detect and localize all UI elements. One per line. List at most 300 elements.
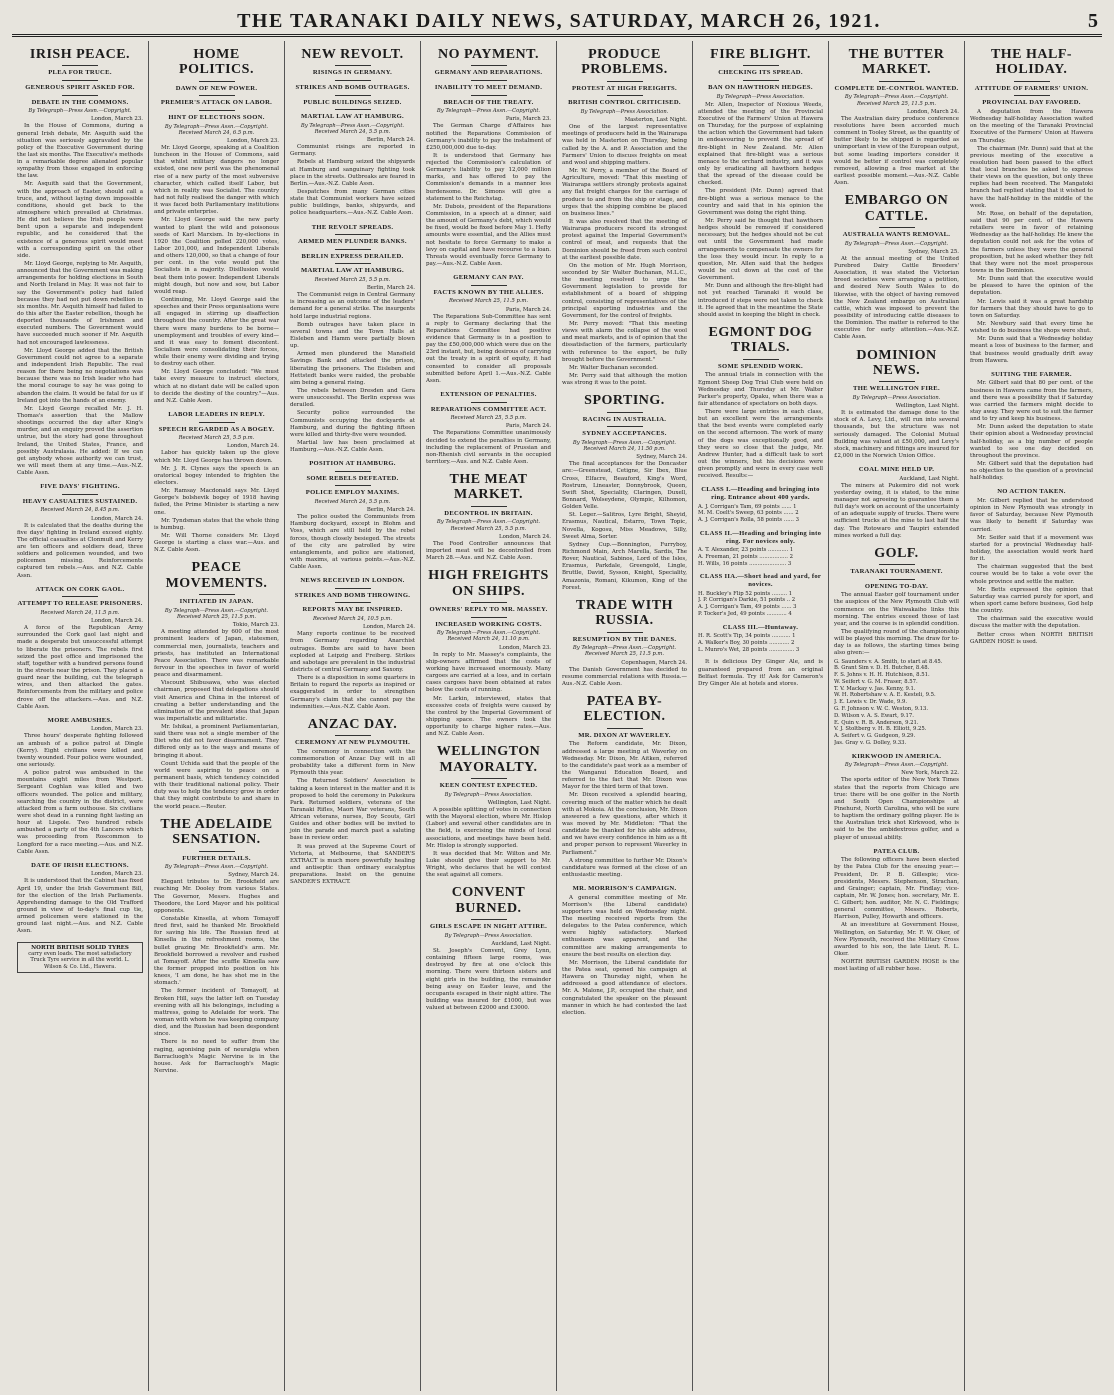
article-body (426, 652, 551, 739)
article-body (17, 523, 143, 580)
article-paragraph: Mr. Lloyd George, replying to Mr. Asquith, announced that the Government was making arrangements for holding elections in South and North Ireland in May. It was not fair to say the Government's policy had failed because they had not put down rebellion in six months. Mr. Asquith himself had failed to do this after the Easter rebellion, though he deported thousands of Irishmen and executed numbers. The Government would have succeeded much sooner if Mr. Asquith had not encouraged lawlessness. (17, 261, 143, 346)
article-headline: PRODUCE PROBLEMS. (581, 47, 668, 78)
article (17, 586, 143, 711)
article-headline: NEW REVOLT. (301, 47, 404, 62)
article-dateline: Masterton, Last Night. (624, 117, 687, 124)
divider-rule (471, 402, 507, 403)
results-row: B. Grant Sim v. D. H. Butcher, 8.48. (834, 665, 930, 672)
article-subhead: MARTIAL LAW AT HAMBURG. (300, 113, 405, 121)
article-paragraph: Mr. Dunn asked the deputation to state their opinion about a Wednesday provincial half-holiday, as a big number of people wanted to see one day decided on throughout the province. (970, 424, 1093, 459)
article-subhead: AUSTRALIA WANTS REMOVAL. (842, 231, 951, 239)
article-body (17, 733, 143, 855)
article-subhead: ATTACK ON CORK GAOL. (35, 585, 125, 593)
article-subhead: PUBLIC BUILDINGS SEIZED. (303, 98, 402, 106)
article-subhead: DAWN OF NEW POWER. (175, 84, 258, 92)
article-body (290, 144, 415, 217)
results-row: A. Freeman, 21 points ................. 2 (698, 553, 793, 560)
article (426, 568, 551, 738)
article (154, 47, 279, 405)
article-body (426, 948, 551, 1012)
article (17, 862, 143, 936)
results-row: A. Walker's Boy, 30 points ............ 2 (698, 639, 795, 646)
article (154, 411, 279, 554)
article-subhead: BRITISH CONTROL CRITICISED. (568, 99, 681, 107)
article-dateline: London, March 24. (907, 108, 959, 115)
article-paragraph: Rebels at Hamburg seized the shipyards at Hamburg and sanguinary fighting took place in the streets. Outbreaks are feared in Berlin.—Aus.-N.Z. Cable Assn. (290, 159, 415, 187)
advertisement-body: carry even loads. The most satisfactory Truck Tyre service in all the world. L. Wilson & Co. Ltd., Hawera. (28, 950, 132, 970)
article-subhead: MR. MORRISON'S CAMPAIGN. (572, 885, 677, 893)
article-dateline: London, March 23. (91, 871, 143, 878)
divider-rule (199, 594, 235, 595)
article-subhead: POLICE EMPLOY MAXIMS. (305, 489, 400, 497)
article-paragraph: The ceremony in connection with the commemoration of Anzac Day will in all probability take a different form in New Plymouth this year. (290, 748, 415, 777)
article-paragraph: Mr. Lloyd George, speaking at a Coalition luncheon in the House of Commons, said that whilst military dangers no longer existed, one new peril was the phenomenal rise of a new party of the most subversive character, which called itself Labor, but which in reality was Socialist. The country had not fully realised the danger with which it was faced both Parliamentary institutions and private enterprise. (154, 144, 279, 216)
article-paragraph: The sports editor of the New York Times states that the reports from Chicago are true: there will be one golfer in the North and South Open Championships at Pinehurst, North Carolina, who will be sure to haptism the ordinary golfing player. He is the Australian trick shot Kirkwood, who is said to be the ambidextrous golfer, and a player of unusual ability. (834, 777, 959, 841)
divider-rule (879, 227, 915, 228)
article-subhead: KEEN CONTEST EXPECTED. (439, 782, 538, 790)
article-body (17, 123, 143, 477)
article-byline: By Telegraph—Press Assn.—Copyright. (164, 864, 269, 871)
article-paragraph: Constable Kinsella, at whom Tomayoff fired first, said he thanked Mr. Brookfield for saving his life. The Russian fired at Kinsella in the refreshment rooms, the bullet grazing Mr. Brookfield's arm. Mr. Brookfield borrowed a revolver and rushed at Tomayoff. After the scuffle Kinsella saw the former propped into position on his knees, 'I am done, he has shot me in the stomach.' (154, 916, 279, 987)
article-paragraph: Mr. Gilbert said that the deputation had no objection to the question of a provincial half-holiday. (970, 460, 1093, 482)
article-body (290, 631, 415, 711)
article-subhead: CLASS I.—Heading and bringing into ring. Entrance about 400 yards. (701, 486, 820, 502)
article-byline: By Telegraph—Press Assn.—Copyright. Received March 24, 11.50 p.m. (572, 439, 677, 453)
article-dateline: Sydney, March 24. (636, 454, 687, 461)
divider-rule (335, 471, 371, 472)
article-body (290, 292, 415, 454)
article-paragraph: The final acceptances for the Doncaster are:—Greenstead, Cetigne, Sir Ibex, Blue Cross, Elfacre, Beauford, King's Word, Rostrum, Lineaster, Donnybrook, Queen, Swift Shot, Speciality, Claringen, Duxell, Bonnard, Wolseydene, Olympic, Kilhomon, Golden Velle. (562, 461, 687, 511)
article (834, 848, 959, 974)
article-paragraph: A general committee meeting of Mr. Morrison's (the Liberal candidate) supporters was held on Wednesday night. The meeting received reports from the delegates to the Patea conference, which were highly satisfactory. Marked enthusiasm was apparent, and the committee are making arrangements to ensure the best results on election day. (562, 894, 687, 958)
article-subhead: FURTHER DETAILS. (182, 854, 251, 862)
article-body (562, 461, 687, 592)
article-byline: By Telegraph—Press Assn.—Copyright. Received March 24, 6.5 p.m. (164, 123, 269, 136)
divider-rule (743, 359, 779, 360)
results-row: J. E. Lewis v. Dr. Wade, 9.9. (834, 699, 908, 706)
article-headline: DOMINION NEWS. (856, 347, 937, 378)
article-body (562, 741, 687, 879)
article (970, 371, 1093, 483)
article-paragraph: Mr. Allen, Inspector of Noxious Weeds, attended the meeting of the Provincial Executive of the Farmers' Union at Hawera on Thursday, for the purpose of explaining the action which the Government had taken in endeavouring to prevent the spread of fire-blight in New Zealand. Mr. Allen explained that fire-blight was a serious menace to the orchard industry, and it was only by eradicating all hawthorn hedges that the spread of the disease could be checked. (698, 101, 823, 187)
article-paragraph: Mr. Asquith said that the Government, with the approach of Easter, should call a truce, and, without laying down impossible conditions, should get back to the atmosphere which prevailed at Christmas. He did not believe the Irish people were bent upon a separate and independent republic, and he considered that the existence of a generous spirit would meet with a corresponding spirit on the other side. (17, 181, 143, 259)
article-subhead: STRIKES AND BOMB THROWING. (294, 591, 411, 599)
article-headline: EMBARGO ON CATTLE. (844, 193, 949, 224)
divider-rule (471, 285, 507, 286)
article-headline: PEACE MOVEMENTS. (165, 560, 268, 591)
advertisement-title: NORTH BRITISH SOLID TYRES (31, 944, 129, 951)
article-paragraph: Mr. Ishikai, a prominent Parliamentarian, said there was not a single member of the Diet who did not favor disarmament. They differed only as to the ways and means of bringing it about. (154, 724, 279, 759)
divider-rule (62, 494, 98, 495)
article-dateline: Auckland, Last Night. (491, 941, 551, 947)
article-body (698, 659, 823, 688)
article-subhead: GENEROUS SPIRIT ASKED FOR. (25, 83, 135, 91)
article-paragraph: Mr. Ramsay Macdonald says Mr. Lloyd George's bolshevik bogey of 1918 having failed, the Prime Minister is starting a new one. (154, 488, 279, 516)
article-dateline: Paris, March 23. (505, 116, 551, 123)
article-paragraph: Mr. Lloyd George said the new party wanted to plant the wild and poisonous seeds of Karl Marxism. In by-elections in 1920 the Coalition polled 220,000 votes, Labor 201,000, and Independent Liberals and others 120,000, so that a change of four per cent. in the vote would put the Socialists in a majority. Disillusion would beat them into power. Independent Liberals might dough, but now and sow, but Labor would reap. (154, 217, 279, 295)
article-paragraph: Three hours' desperate fighting followed an ambush of a police patrol at Dingle (Kerry). Eight civilians were killed and twenty wounded. Four police were wounded, one seriously. (17, 733, 143, 768)
article-subhead: INABILITY TO MEET DEMAND. (434, 83, 543, 91)
article-dateline: New York, March 22. (901, 770, 959, 777)
article-body (834, 410, 959, 460)
article-subhead: REPORTS MAY BE INSPIRED. (302, 606, 403, 614)
article-paragraph: In reply to Mr. Massey's complaints, the ship-owners affirmed that the costs of working have increased enormously. Many cargoes are carried at a loss, and in certain cases cargoes have been obtained at rates below the costs of running. (426, 651, 551, 694)
article-body (426, 123, 551, 268)
article (290, 224, 415, 455)
article-byline: Received March 25, 5.5 p.m. (178, 435, 255, 442)
divider-rule (471, 602, 507, 603)
article-paragraph: Mr. Dunn said that the executive would be pleased to have the opinion of the deputation. (970, 276, 1093, 297)
results-row: D. Wilson v. A. S. Ewart, 9.17. (834, 712, 914, 719)
article-body (290, 514, 415, 571)
results-row: A. T. Alexander, 23 points ............ 1 (698, 547, 794, 554)
article-paragraph: Mr. W. Perry, a member of the Board of Agriculture, moved: "That this meeting of Wairarapa settlers strongly protests against any flat freight charges for the carriage of produce to and from the ship or stage, and urges that the shipping combine be placed on business lines." (562, 168, 687, 217)
article-body (698, 102, 823, 319)
article-paragraph: Mr. Lloyd George recalled Mr. J. H. Thomas's assertion that the Mallow shootings occurred the day after King's murder, and an enquiry proved the assertion untrue, but the story had gone throughout Ireland, the United States, France, and possibly Australasia. He added: If we can get anybody whose authority we can trust, we will meet them at any time.—Aus.-N.Z. Cable Assn. (17, 405, 143, 477)
article (834, 546, 959, 747)
article-paragraph: Mr. Dunn said that a Wednesday holiday meant a loss of business to the farmer, and that business would gradually drift away from Hawera. (970, 336, 1093, 364)
article-headline: HIGH FREIGHTS ON SHIPS. (428, 568, 549, 599)
divider-rule (879, 81, 915, 82)
column (12, 41, 148, 1391)
divider-rule (1014, 81, 1050, 82)
article-paragraph: A possible splitting of votes in connection with the Mayoral election, where Mr. Hislop (Labor) and several other candidates are in the field, is exercising the minds of local associations, and meetings have been held. Mr. Hislop is strongly supported. (426, 807, 551, 849)
article-headline: THE HALF-HOLIDAY. (990, 47, 1073, 78)
divider-rule (879, 579, 915, 580)
advertisement (17, 942, 143, 974)
article-dateline: Auckland, Last Night. (899, 475, 959, 482)
results-row: Jas. Gray v. G. Dolley, 9.33. (834, 739, 907, 746)
article-subhead: SOME SPLENDID WORK. (718, 362, 803, 370)
article-paragraph: It was also resolved that the meeting of Wairarapa producers record its strongest protest against the Imperial Government's control of meat, and requests that the Dominion should be freed from such control at the earliest possible date. (562, 219, 687, 261)
divider-rule (62, 95, 98, 96)
article-paragraph: The annual Easter golf tournament under the auspices of the New Plymouth Club will commence on the Waiwakaiho links this morning. The entries exceed those of last year, and the course is in splendid condition. (834, 592, 960, 627)
column (284, 41, 420, 1391)
article-byline: Received March 24, 5.5 p.m. (314, 498, 391, 505)
divider-rule (335, 602, 371, 603)
article-paragraph: The Reparations Committee unanimously decided to extend the penalties in Germany, including the replacement of Prussian and non-Rhenish civil servants in the occupied territory.—Aus. and N.Z. Cable Assn. (426, 430, 551, 465)
article-paragraph: The chairman (Mr. Dunn) said that at the previous meeting of the executive a resolution had been passed to the effect that local branches be asked to express their views on the question, but only three replies had been received. The Mangatoki branch had replied stating that it wished to have the half-holiday in the middle of the week. (970, 145, 1093, 209)
article (426, 885, 551, 1012)
article-body (698, 372, 823, 480)
article-paragraph: A strong committee to further Mr. Dixon's candidature was formed at the close of an enthusiastic meeting. (562, 857, 687, 878)
article-headline: PATEA BY-ELECTION. (583, 694, 666, 725)
divider-rule (335, 234, 371, 235)
article-subhead: PATEA CLUB. (873, 847, 920, 855)
divider-rule (199, 110, 235, 111)
article-paragraph: The miners at Pukemiro did not work yesterday owing, it is stated, to the mine manager not agreeing to guarantee them a full day's work on account of the uncertainty of an adequate supply of trucks. There were sufficient trucks at the mine to last half the day. The Rotowaro and Taupiri extended mines worked a full day. (834, 482, 959, 539)
article-body (154, 145, 279, 405)
article-body (562, 895, 687, 1017)
article (834, 193, 959, 341)
article-subhead: NO ACTION TAKEN. (997, 488, 1066, 496)
article-headline: ANZAC DAY. (307, 716, 398, 732)
results-row: G. F. Johnson v. W. C. Weston, 9.13. (834, 705, 929, 712)
article-paragraph: The qualifying round of the championship will be played this morning. The draw for to-day is as follows, the starting times being also given:— (834, 629, 959, 657)
article-byline: By Telegraph—Press Assn.—Copyright. (844, 762, 949, 769)
article-dateline: London, March 23. (499, 644, 551, 651)
article-subhead: DATE OF IRISH ELECTIONS. (31, 861, 129, 869)
article-paragraph: There is a disposition in some quarters in Britain to regard the reports as inspired or exaggerated in order to strengthen Germany's claim that she cannot pay the indemnities.—Aus.-N.Z. Cable Assn. (290, 675, 415, 710)
article-subhead: ARMED MEN PLUNDER BANKS. (298, 238, 407, 246)
article (17, 47, 143, 477)
article-paragraph: It is calculated that the deaths during the five days' fighting in Ireland exceed eighty. The official casualties at Clonmult and Kerry are ten officers and soldiers dead, three soldiers and policemen wounded, and two policemen missing. Reinforcements captured ten rebels.—Aus. and N.Z. Cable Assn. (17, 522, 143, 579)
divider-rule (471, 65, 507, 66)
article-paragraph: Elegant tributes to Dr. Brookfield are reaching Mr. Dooley from various States. The Governor, Messrs. Hughes and Theodore, the Lord Mayor and his political opponents. (154, 879, 279, 914)
article-paragraph: Mr. Lloyd George concluded: "We must take every measure to instruct electors, which at no distant date will be called upon to decide the destiny of the country."—Aus. and N.Z. Cable Assn. (154, 369, 279, 404)
article-headline: CONVENT BURNED. (451, 885, 526, 916)
article-paragraph: Mr. Gilbert replied that he understood opinion in New Plymouth was strongly in favor of Saturday, because New Plymouth was likely to benefit if Saturday was carried. (970, 497, 1093, 533)
article-paragraph: Mr. Will Thorne considers Mr. Lloyd George is starting a class war.—Aus. and N.Z. Cable Assn. (154, 532, 279, 554)
column (556, 41, 692, 1391)
article (562, 885, 687, 1017)
article-body (562, 124, 687, 387)
article-body (426, 541, 551, 562)
article-byline: Received March 25, 5.5 p.m. (314, 276, 391, 283)
masthead (12, 8, 1102, 37)
article-headline: EGMONT DOG TRIALS. (708, 325, 813, 356)
article-headline: IRISH PEACE. (29, 47, 131, 62)
article-subhead: COAL MINE HELD UP. (858, 466, 935, 474)
article (426, 274, 551, 385)
article-paragraph: It was decided that Mr. Wilton and Mr. Luke should give their support to Mr. Wright, who declares that he will contest the seat against all comers. (426, 850, 551, 879)
divider-rule (199, 81, 235, 82)
article-paragraph: There is no need to suffer from the raging, agonising pain of neuralgia when Barracluogh's Magic Nervine is in the house. Ask for Barracluogh's Magic Nervine. (154, 1039, 279, 1074)
article-dateline: Berlin, March 24. (366, 137, 415, 144)
article-byline: By Telegraph—Press Assn.—Copyright. Received March 25, 11.5 p.m. (164, 607, 269, 620)
article-subhead: POSITION AT HAMBURG. (309, 460, 396, 468)
article-subhead: NEWS RECEIVED IN LONDON. (300, 577, 405, 585)
article-paragraph: Mr. Newbury said that every time he wished to do business the shops were shut. (970, 321, 1093, 335)
article-subhead: THE WELLINGTON FIRE. (853, 385, 940, 393)
article (562, 598, 687, 688)
article-dateline: London, March 24. (91, 618, 143, 625)
article-headline: SPORTING. (584, 393, 665, 409)
article-paragraph: The Reparations Sub-Committee has sent a reply to Germany declaring that the Reparations Committee had positive evidence that Germany is in a position to pay the £50,000,000 which were due on the 23rd instant, but, being desirous of carrying out the treaty in a spirit of equity, it had consented to consider all proposals submitted before April 1.—Aus.-N.Z. Cable Assn. (426, 313, 551, 384)
article-subhead: OWNERS' REPLY TO MR. MASSEY. (429, 606, 548, 614)
article-byline: Received March 25, 5.5 p.m. (450, 415, 527, 422)
article-body (970, 380, 1093, 482)
article (426, 47, 551, 268)
columns (12, 41, 1102, 1391)
article-body (834, 857, 959, 973)
article-dateline: London, March 24. (227, 443, 279, 450)
article (154, 817, 279, 1075)
article (290, 717, 415, 887)
article-byline: By Telegraph—Press Assn.—Copyright. Received March 24, 11.10 p.m. (436, 630, 541, 643)
article-subhead: SYDNEY ACCEPTANCES. (582, 430, 667, 438)
results-row: E. Quin v. R. B. Anderson, 9.21. (834, 719, 919, 726)
article-body (834, 116, 959, 187)
article-subhead: ATTITUDE OF FARMERS' UNION. (974, 84, 1089, 92)
article (970, 47, 1093, 365)
article-subhead: CEREMONY AT NEW PLYMOUTH. (294, 739, 411, 747)
article (698, 659, 823, 688)
article-subhead: CLASS III.—Huntaway. (722, 623, 799, 631)
article-paragraph: Mr. Dunn and although the fire-blight had not yet reached Taranaki it would be introduced if steps were not taken to check it. He agreed that in the meantime the State should assist in keeping the blight in check. (698, 283, 823, 318)
article-subhead: CHECKING ITS SPREAD. (718, 69, 803, 77)
article-dateline: London, March 23. (91, 116, 143, 123)
article (834, 47, 959, 187)
divider-rule (607, 81, 643, 82)
divider-rule (607, 728, 643, 729)
article (698, 47, 823, 319)
article-dateline: Berlin, March 24. (366, 507, 415, 514)
results-row: M. M. Coelt's Sweep, 63 points ...... 2 (698, 510, 799, 517)
article-paragraph: The Danish Government has decided to resume commercial relations with Russia.—Aus.-N.Z. Cable Assn. (562, 666, 687, 687)
article-subhead: FACTS KNOWN BY THE ALLIES. (433, 288, 544, 296)
article-headline: HOME POLITICS. (179, 47, 254, 78)
results-row: A. J. Corrigan's Tam, 69 points ...... 1 (698, 503, 797, 510)
article-headline: TRADE WITH RUSSIA. (576, 597, 673, 629)
divider-rule (335, 109, 371, 110)
divider-rule (471, 919, 507, 920)
article-paragraph: The former incident of Tomayoff, at Broken Hill, says the latter left on Tuesday evening with all his belongings, including a mattress, going to Adelaide for work. The woman with whom he was keeping company died, and the Russian had been despondent since. (154, 988, 279, 1038)
divider-rule (471, 778, 507, 779)
article-paragraph: NORTH BRITISH GARDEN HOSE is the most lasting of all rubber hose. (834, 959, 959, 973)
article-dateline: Paris, March 24. (505, 306, 551, 313)
article-body (426, 430, 551, 466)
article-body (970, 109, 1093, 365)
article (426, 472, 551, 562)
article-paragraph: Mr. Morrison, the Liberal candidate for the Patea seat, opened his campaign at Hawera on Thursday night, when he addressed a good attendance of electors. Mr. A. Malone, J.P., occupied the chair, and congratulated the speaker on the pleasant manner in which he had contested the last election. (562, 959, 687, 1016)
article-paragraph: A deputation from the Hawera Wednesday half-holiday Association waited on the meeting of the Taranaki Provincial Executive of the Farmers' Union at Hawera on Thursday. (970, 108, 1093, 144)
divider-rule (335, 249, 371, 250)
page-number: 5 (1088, 9, 1098, 32)
article-subhead: EXTENSION OF PENALTIES. (440, 390, 537, 398)
article-byline: By Telegraph—Press Assn.—Copyright. (28, 108, 132, 115)
article-dateline: Wellington, Last Night. (487, 800, 551, 806)
article-paragraph: Mr. Lewis said it was a great hardship for farmers that they should have to go to town on Saturday. (970, 298, 1093, 319)
article (17, 717, 143, 856)
article-paragraph: The chairman suggested that the best course would be to take a vote over the whole province and settle the matter. (970, 564, 1093, 585)
article-dateline: London, March 24. (91, 515, 143, 522)
article-paragraph: At the annual meeting of the United Purebred Dairy Cattle Breeders' Association, it was stated the Victorian breed societies were arranging a petition, and desired New South Wales to do likewise, with the object of having removed the New Zealand embargo on Australian cattle, which was imposed to prevent the possibility of introducing cattle diseases to the Dominion. The matter is referred to the executive for early attention.—Aus.-N.Z. Cable Assn. (834, 255, 959, 341)
article-paragraph: Security police surrounded the Communists occupying the dockyards at Hamburg, and during the fighting fifteen were killed and thirty-five were wounded. (290, 410, 415, 438)
article (698, 530, 823, 567)
results-row: P. Tocker's Jed, 49 points ............ 4 (698, 610, 792, 617)
article-paragraph: Mr. Seifer said that if a movement was started for a provincial Wednesday half-holiday, the association would work hard for it. (970, 534, 1093, 563)
results-row: J. P. Corrigan's Darkie, 51 points .. 2 (698, 597, 796, 604)
results-row: A. J. Corrigan's Tam, 49 points ...... 3 (698, 604, 797, 611)
article-headline: GOLF. (874, 545, 919, 561)
article-subhead: PLEA FOR TRUCE. (48, 69, 112, 77)
article-paragraph: Communist risings are reported in Germany. (290, 144, 415, 158)
divider-rule (879, 564, 915, 565)
article-headline: THE ADELAIDE SENSATION. (160, 816, 273, 848)
article-paragraph: A force of the Republican Army surrounded the Cork gaol last night and made a desperate but unsuccessful attempt to liberate the prisoners. The rebels first seized the post office and imprisoned the staff, together with a hundred persons found in the streets near the prison. They placed a guard near the building, cut the telegraph wires, and then attacked the gates. Reinforcements from the military and police drove off the attackers.—Aus. and N.Z. Cable Assn. (17, 625, 143, 710)
article-paragraph: There were large entries in each class, but an excellent were the arrangements that the best events were completed early on the second afternoon. The work of many of the dogs was exceptionally good, and they were so close that the judge, Mr. Andrew Hunter, had a difficult task to sort out the winners, but his decisions were given promptly and were in every case well received. Results:— (698, 409, 823, 480)
masthead-title: THE TARANAKI DAILY NEWS, SATURDAY, MARCH 26, 1921. (237, 9, 881, 32)
results-row: H. Wills, 16 points ...................... 3 (698, 560, 792, 567)
article-dateline: Tokio, March 23. (232, 622, 279, 629)
divider-rule (471, 95, 507, 96)
article-paragraph: Mr. Betts expressed the opinion that Saturday was carried purely for sport, and when sport came before business, God help the country. (970, 586, 1093, 615)
article-subhead: STRIKES AND BOMB OUTRAGES. (295, 83, 410, 91)
divider-rule (199, 422, 235, 423)
divider-rule (471, 617, 507, 618)
article-subhead: RACING IN AUSTRALIA. (582, 415, 667, 423)
article-body (562, 667, 687, 688)
article-body (426, 314, 551, 385)
results-list (834, 659, 959, 747)
article-headline: FIRE BLIGHT. (710, 47, 811, 62)
article-paragraph: Viscount Shibusawa, who was elected chairman, proposed that delegations should visit America and China in the interest of creating a better understanding and the elimination of the prevalent idea that Japan was imperialistic and militaristic. (154, 680, 279, 722)
results-row: T. V. Mackay v. Jas. Kenny, 9.1. (834, 685, 916, 692)
results-row: G. Saunders v. A. Smith, to start at 8.45. (834, 658, 943, 665)
article-headline: NO PAYMENT. (438, 47, 539, 62)
article-paragraph: The president (Mr. Dunn) agreed that fire-blight was a serious menace to the country and said that in his opinion the Government was doing the right thing. (698, 188, 823, 216)
article-paragraph: Mr. Tyndsman states that the whole thing is humbug. (154, 517, 279, 531)
article-byline: By Telegraph—Press Assn.—Copyright. (436, 108, 541, 115)
divider-rule (335, 65, 371, 66)
article-subhead: SPEECH REGARDED AS A BOGEY. (158, 425, 275, 433)
divider-rule (743, 65, 779, 66)
article-subhead: REPARATIONS COMMITTEE ACT. (430, 405, 547, 413)
column (828, 41, 964, 1391)
article-subhead: SUITING THE FARMER. (991, 370, 1072, 378)
divider-rule (607, 632, 643, 633)
article-subhead: ATTEMPT TO RELEASE PRISONERS. (17, 600, 143, 608)
article-dateline: Berlin, March 24. (366, 285, 415, 292)
article-body (426, 807, 551, 879)
article (290, 47, 415, 218)
article-dateline: Sydney, March 24. (228, 872, 279, 879)
article-subhead: PROVINCIAL DAY FAVORED. (982, 99, 1081, 107)
article-paragraph: The German Charge d'Affaires has notified the Reparations Commission of Germany's inability to pay the instalment of £250,000,000 due to-day. (426, 123, 551, 151)
article-byline: By Telegraph—Press Assn.—Copyright. Received March 25, 11.5 p.m. (572, 645, 677, 658)
article-byline: Received March 24, 11.5 p.m. (40, 609, 120, 616)
article-dateline: London, March 23. (91, 726, 143, 733)
article-subhead: MARTIAL LAW AT HAMBURG. (300, 267, 405, 275)
article-subhead: THE REVOLT SPREADS. (311, 223, 394, 231)
column (964, 41, 1098, 1391)
divider-rule (1014, 95, 1050, 96)
article-paragraph: Mr. Larkin, interviewed, states that excessive costs of freights were caused by the control by the Imperial Government of shipping space. The owners took the opportunity to charge higher rates.—Aus. and N.Z. Cable Assn. (426, 695, 551, 738)
article (698, 624, 823, 654)
article-paragraph: Mr. J. R. Clynes says the speech is an oratorical bogey intended to frighten the electors. (154, 465, 279, 486)
article-dateline: Copenhagen, March 24. (621, 659, 687, 666)
article-paragraph: In the House of Commons, during a general Irish debate, Mr. Asquith said the situation was seriously aggravated by the policy of the Executive Government during the last six months. The Executive's methods in a remarkable degree alienated popular sympathy from those engaged in enforcing the law. (17, 123, 143, 180)
article-paragraph: The Returned Soldiers' Association is taking a keen interest in the matter and it is proposed to hold the ceremony in Pukekura Park. Returned soldiers, veterans of the Taranaki Rifles, Maori War veterans, South African veterans, nurses, Boy Scouts, Girl Guides and other bodies will be invited to join the parade and march past a saluting base in review order. (290, 778, 415, 842)
article-subhead: CLASS IIA.—Short head and yard, for novices. (699, 573, 822, 588)
article-byline: Received March 24, 10.5 p.m. (313, 616, 392, 623)
article-paragraph: A police patrol was ambushed in the mountains eight miles from Westport. Sergeant Coghlan was killed and two officers wounded. The police and military, searching the country in the district, were attacked from a farm outhouse. Six civilians were shot dead in a running fight lasting an hour at Lispole. Two hundred rebels ambushed a party of the 4th Lancers which was proceeding from Roscommon to Longford for a race meeting.—Aus. and N.Z. Cable Assn. (17, 770, 143, 855)
article-paragraph: Labor has quickly taken up the glove which Mr. Lloyd George has thrown down. (154, 450, 279, 464)
article-subhead: BAN ON HAWTHORN HEDGES. (708, 83, 813, 91)
results-row: W. Seifert v. G. M. Fraser, 8.57. (834, 678, 918, 685)
article-subhead: KIRKWOOD IN AMERICA. (851, 752, 942, 760)
divider-rule (199, 95, 235, 96)
article-body (834, 777, 959, 841)
article-paragraph: Count Uchida said that the people of the world were aspiring to peace on a permanent basis, which tendency coincided with their traditional national policy. Their duty was to help the tendency grow in order that they might contribute to and share in the world peace.—Reuter. (154, 760, 279, 810)
article-subhead: HINT OF ELECTIONS SOON. (168, 113, 265, 121)
article-body (154, 879, 279, 1075)
article (290, 460, 415, 571)
article (154, 560, 279, 810)
divider-rule (62, 596, 98, 597)
article (698, 325, 823, 480)
article-byline: By Telegraph—Press Association. (716, 93, 805, 100)
article-subhead: MR. DIXON AT WAVERLEY. (578, 731, 671, 739)
article-paragraph: The rebels between Dresden and Gera were unsuccessful. The Berlin express was derailed. (290, 387, 415, 409)
article (426, 744, 551, 879)
article-paragraph: Armed men plundered the Mansfield Savings Bank and attacked the prison, liberating the prisoners. The Eisleben and Hettstedt banks were raided, the probable aim being a general rising. (290, 351, 415, 386)
results-list (698, 591, 823, 618)
article-byline: Received March 25, 11.5 p.m. (449, 298, 528, 305)
article-paragraph: A meeting attended by 600 of the most prominent leaders of Japan, statesmen, commercial men, journalists, teachers and priests, has instituted an International Peace Association. There was remarkable fervour in the speeches in favor of world peace and disarmament. (154, 629, 279, 679)
article-paragraph: It was proved at the Supreme Court of Victoria, at Melbourne, that SANDER'S EXTRACT is much more powerfully healing and antiseptic than ordinary eucalyptus preparations. Insist on the genuine SANDER'S EXTRACT. (290, 843, 415, 886)
